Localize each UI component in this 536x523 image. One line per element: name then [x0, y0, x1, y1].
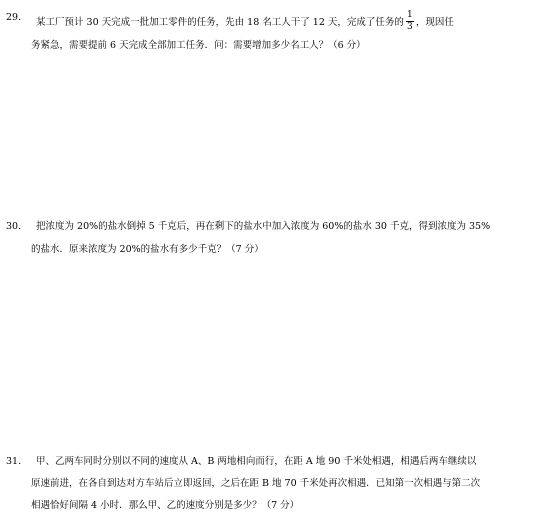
problem-29-text-after-fraction: ，现因任 — [415, 17, 454, 28]
fraction-denominator: 3 — [407, 22, 413, 32]
problem-29-number: 29. — [6, 12, 22, 23]
problem-30-line-2: 的盐水．原来浓度为 20%的盐水有多少千克？（7 分） — [31, 244, 264, 255]
problem-29-line-2: 务紧急，需要提前 6 天完成全部加工任务．问：需要增加多少名工人？（6 分） — [31, 40, 366, 51]
problem-30-line-1: 把浓度为 20%的盐水倒掉 5 千克后，再在剩下的盐水中加入浓度为 60%的盐水 30 千克，得到浓度为 35% — [36, 221, 491, 232]
fraction-numerator: 1 — [407, 10, 413, 20]
problem-29-line-1 — [36, 12, 454, 33]
problem-31-number: 31. — [6, 456, 22, 467]
fraction — [406, 11, 414, 32]
problem-31-line-3: 相遇恰好间隔 4 小时．那么甲、乙的速度分别是多少？（7 分） — [31, 500, 300, 511]
problem-31-line-1: 甲、乙两车同时分别以不同的速度从 A、B 两地相向而行，在距 A 地 90 千米处相遇，相遇后两车继续以 — [36, 456, 477, 467]
problem-30-number: 30. — [6, 221, 22, 232]
problem-31-line-2: 原速前进，在各自到达对方车站后立即返回，之后在距 B 地 70 千米处再次相遇．已知第一次相遇与第二次 — [31, 478, 481, 489]
problem-29-text-before-fraction: 某工厂预计 30 天完成一批加工零件的任务，先由 18 名工人干了 12 天，完成了任务的 — [36, 17, 404, 28]
